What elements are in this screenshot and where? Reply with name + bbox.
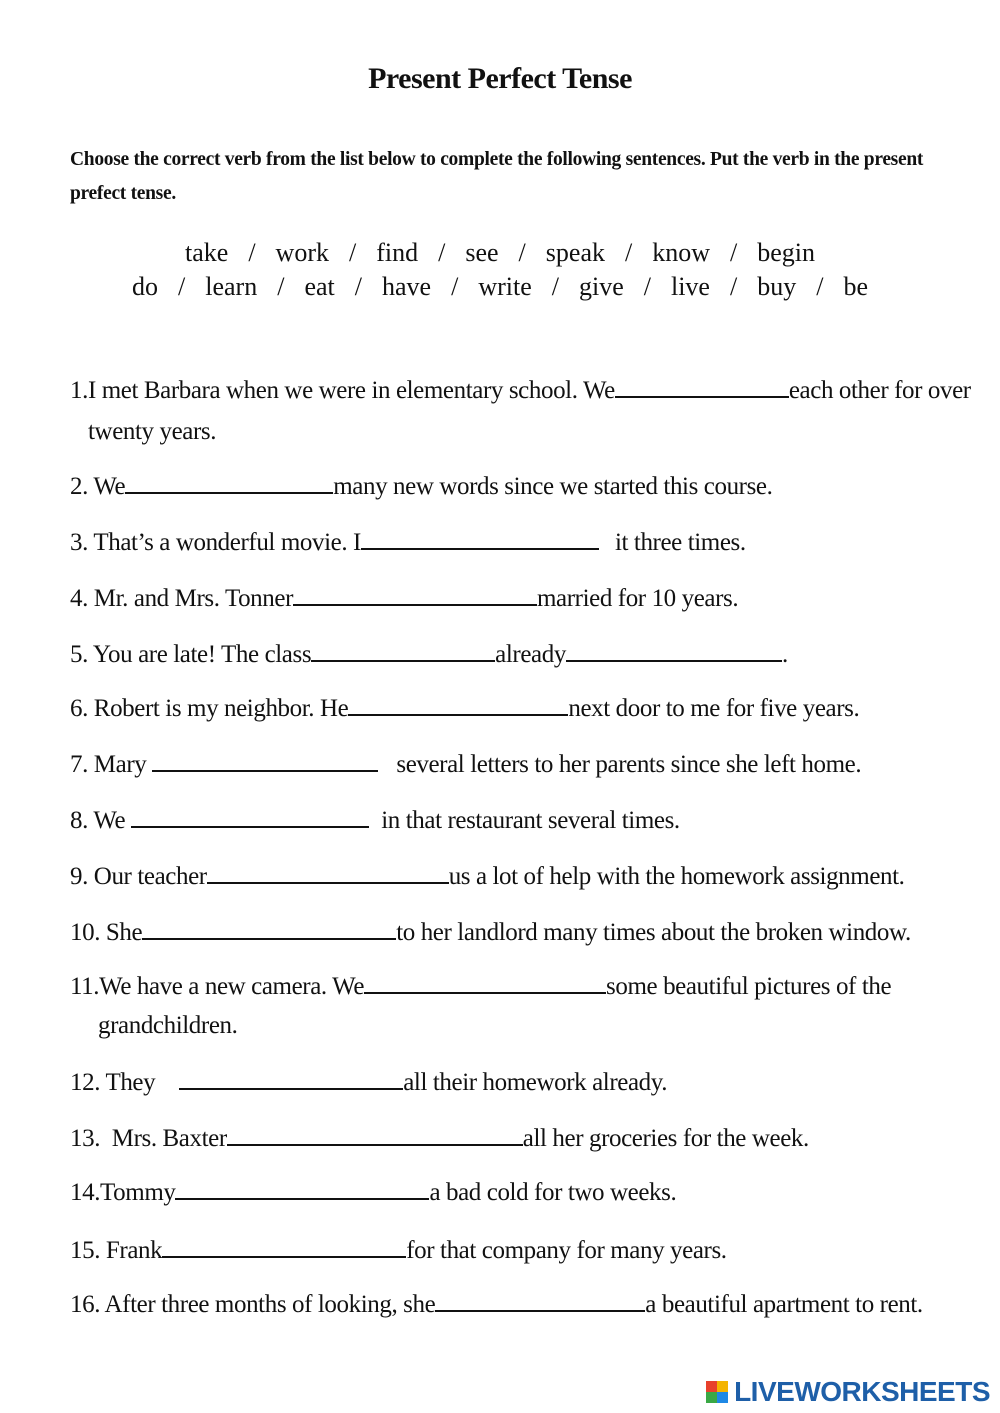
instructions: Choose the correct verb from the list below to complete the following sentences. Put the verb in the present prefect tense. xyxy=(70,149,924,204)
question-text: already xyxy=(495,641,566,668)
verb-word: take xyxy=(185,238,229,267)
question-text: several letters to her parents since she left home. xyxy=(396,751,862,778)
question-text: 13. Mrs. Baxter xyxy=(70,1125,227,1152)
question-10 xyxy=(70,916,911,947)
verb-word: find xyxy=(376,238,419,267)
answer-blank-3[interactable] xyxy=(361,526,599,550)
answer-blank-14[interactable] xyxy=(175,1176,429,1200)
question-14 xyxy=(70,1176,676,1207)
question-text: to her landlord many times about the broken window. xyxy=(396,919,911,946)
verb-word: learn xyxy=(205,272,258,301)
question-6 xyxy=(70,692,859,723)
separator: / xyxy=(178,272,186,301)
question-text: 1.I met Barbara when we were in elementary school. We xyxy=(70,377,615,404)
answer-blank-7[interactable] xyxy=(152,748,378,772)
question-text: 6. Robert is my neighbor. He xyxy=(70,695,349,722)
question-text: 5. You are late! The class xyxy=(70,641,312,668)
question-text: some beautiful pictures of the xyxy=(606,973,892,1000)
answer-blank-5a[interactable] xyxy=(311,638,495,662)
question-1 xyxy=(70,374,971,405)
question-text: us a lot of help with the homework assignment. xyxy=(448,863,905,890)
logo-square xyxy=(706,1381,717,1392)
answer-blank-15[interactable] xyxy=(162,1234,406,1258)
verb-word: see xyxy=(465,238,499,267)
liveworksheets-logo[interactable] xyxy=(706,1376,990,1408)
verb-word: write xyxy=(478,272,532,301)
logo-text: LIVEWORKSHEETS xyxy=(734,1376,990,1407)
separator: / xyxy=(551,272,559,301)
verb-word: live xyxy=(670,272,710,301)
separator: / xyxy=(729,272,738,301)
separator: / xyxy=(248,238,256,267)
logo-mark-icon xyxy=(706,1381,728,1403)
answer-blank-11[interactable] xyxy=(364,970,606,994)
answer-blank-1[interactable] xyxy=(615,374,789,398)
question-text: for that company for many years. xyxy=(406,1237,727,1264)
separator: / xyxy=(730,238,738,267)
question-16 xyxy=(70,1288,923,1319)
verb-word: have xyxy=(381,272,432,301)
verb-word: give xyxy=(578,272,624,301)
question-text: 12. They xyxy=(70,1069,156,1096)
question-text: 9. Our teacher xyxy=(70,863,207,890)
question-11 xyxy=(70,970,891,1001)
question-text: 3. That’s a wonderful movie. I xyxy=(70,529,361,556)
question-text: 7. Mary xyxy=(70,751,147,778)
logo-square xyxy=(717,1381,728,1392)
verb-word: speak xyxy=(545,238,605,267)
question-text: 14.Tommy xyxy=(70,1179,176,1206)
question-text: 8. We xyxy=(70,807,126,834)
answer-blank-12[interactable] xyxy=(179,1066,403,1090)
logo-square xyxy=(706,1392,717,1403)
separator: / xyxy=(354,272,362,301)
verb-word: be xyxy=(843,272,868,301)
question-2 xyxy=(70,470,772,501)
verb-list-row-1 xyxy=(0,238,1000,268)
question-text: 16. After three months of looking, she xyxy=(70,1291,436,1318)
question-5 xyxy=(70,638,788,669)
question-text: 2. We xyxy=(70,473,126,500)
separator: / xyxy=(438,238,446,267)
verb-word: buy xyxy=(757,272,797,301)
question-text: 15. Frank xyxy=(70,1237,163,1264)
question-9 xyxy=(70,860,905,891)
question-text: all their homework already. xyxy=(403,1069,668,1096)
question-1-continued: twenty years. xyxy=(88,418,217,445)
separator: / xyxy=(277,272,285,301)
verb-list-row-2 xyxy=(0,272,1000,302)
verb-word: know xyxy=(652,238,710,267)
separator: / xyxy=(624,238,633,267)
page-title: Present Perfect Tense xyxy=(368,62,632,95)
question-text: next door to me for five years. xyxy=(568,695,860,722)
verb-word: begin xyxy=(757,238,815,267)
question-text: . xyxy=(781,641,788,668)
separator: / xyxy=(643,272,651,301)
question-text: 4. Mr. and Mrs. Tonner xyxy=(70,585,293,612)
verb-word: eat xyxy=(304,272,335,301)
answer-blank-10[interactable] xyxy=(142,916,396,940)
question-text: a bad cold for two weeks. xyxy=(429,1179,677,1206)
question-4 xyxy=(70,582,738,613)
answer-blank-4[interactable] xyxy=(293,582,537,606)
question-text: many new words since we started this course. xyxy=(333,473,773,500)
question-7 xyxy=(70,748,861,779)
question-text: a beautiful apartment to rent. xyxy=(645,1291,923,1318)
question-text: it three times. xyxy=(614,529,746,556)
separator: / xyxy=(518,238,526,267)
question-text: in that restaurant several times. xyxy=(381,807,680,834)
answer-blank-13[interactable] xyxy=(227,1122,523,1146)
verb-word: do xyxy=(132,272,158,301)
logo-square xyxy=(717,1392,728,1403)
separator: / xyxy=(451,272,459,301)
question-13 xyxy=(70,1122,809,1153)
question-15 xyxy=(70,1234,727,1265)
answer-blank-9[interactable] xyxy=(207,860,449,884)
answer-blank-2[interactable] xyxy=(125,470,333,494)
separator: / xyxy=(816,272,824,301)
question-text: 10. She xyxy=(70,919,143,946)
question-text: all her groceries for the week. xyxy=(522,1125,809,1152)
answer-blank-8[interactable] xyxy=(131,804,369,828)
separator: / xyxy=(348,238,357,267)
question-11-continued: grandchildren. xyxy=(98,1012,238,1039)
question-12 xyxy=(70,1066,667,1097)
question-3 xyxy=(70,526,746,557)
question-8 xyxy=(70,804,680,835)
question-text: married for 10 years. xyxy=(537,585,739,612)
answer-blank-5b[interactable] xyxy=(566,638,782,662)
question-text: each other for over xyxy=(788,377,971,404)
verb-word: work xyxy=(275,238,329,267)
answer-blank-6[interactable] xyxy=(348,692,568,716)
question-text: 11.We have a new camera. We xyxy=(70,973,365,1000)
answer-blank-16[interactable] xyxy=(435,1288,645,1312)
